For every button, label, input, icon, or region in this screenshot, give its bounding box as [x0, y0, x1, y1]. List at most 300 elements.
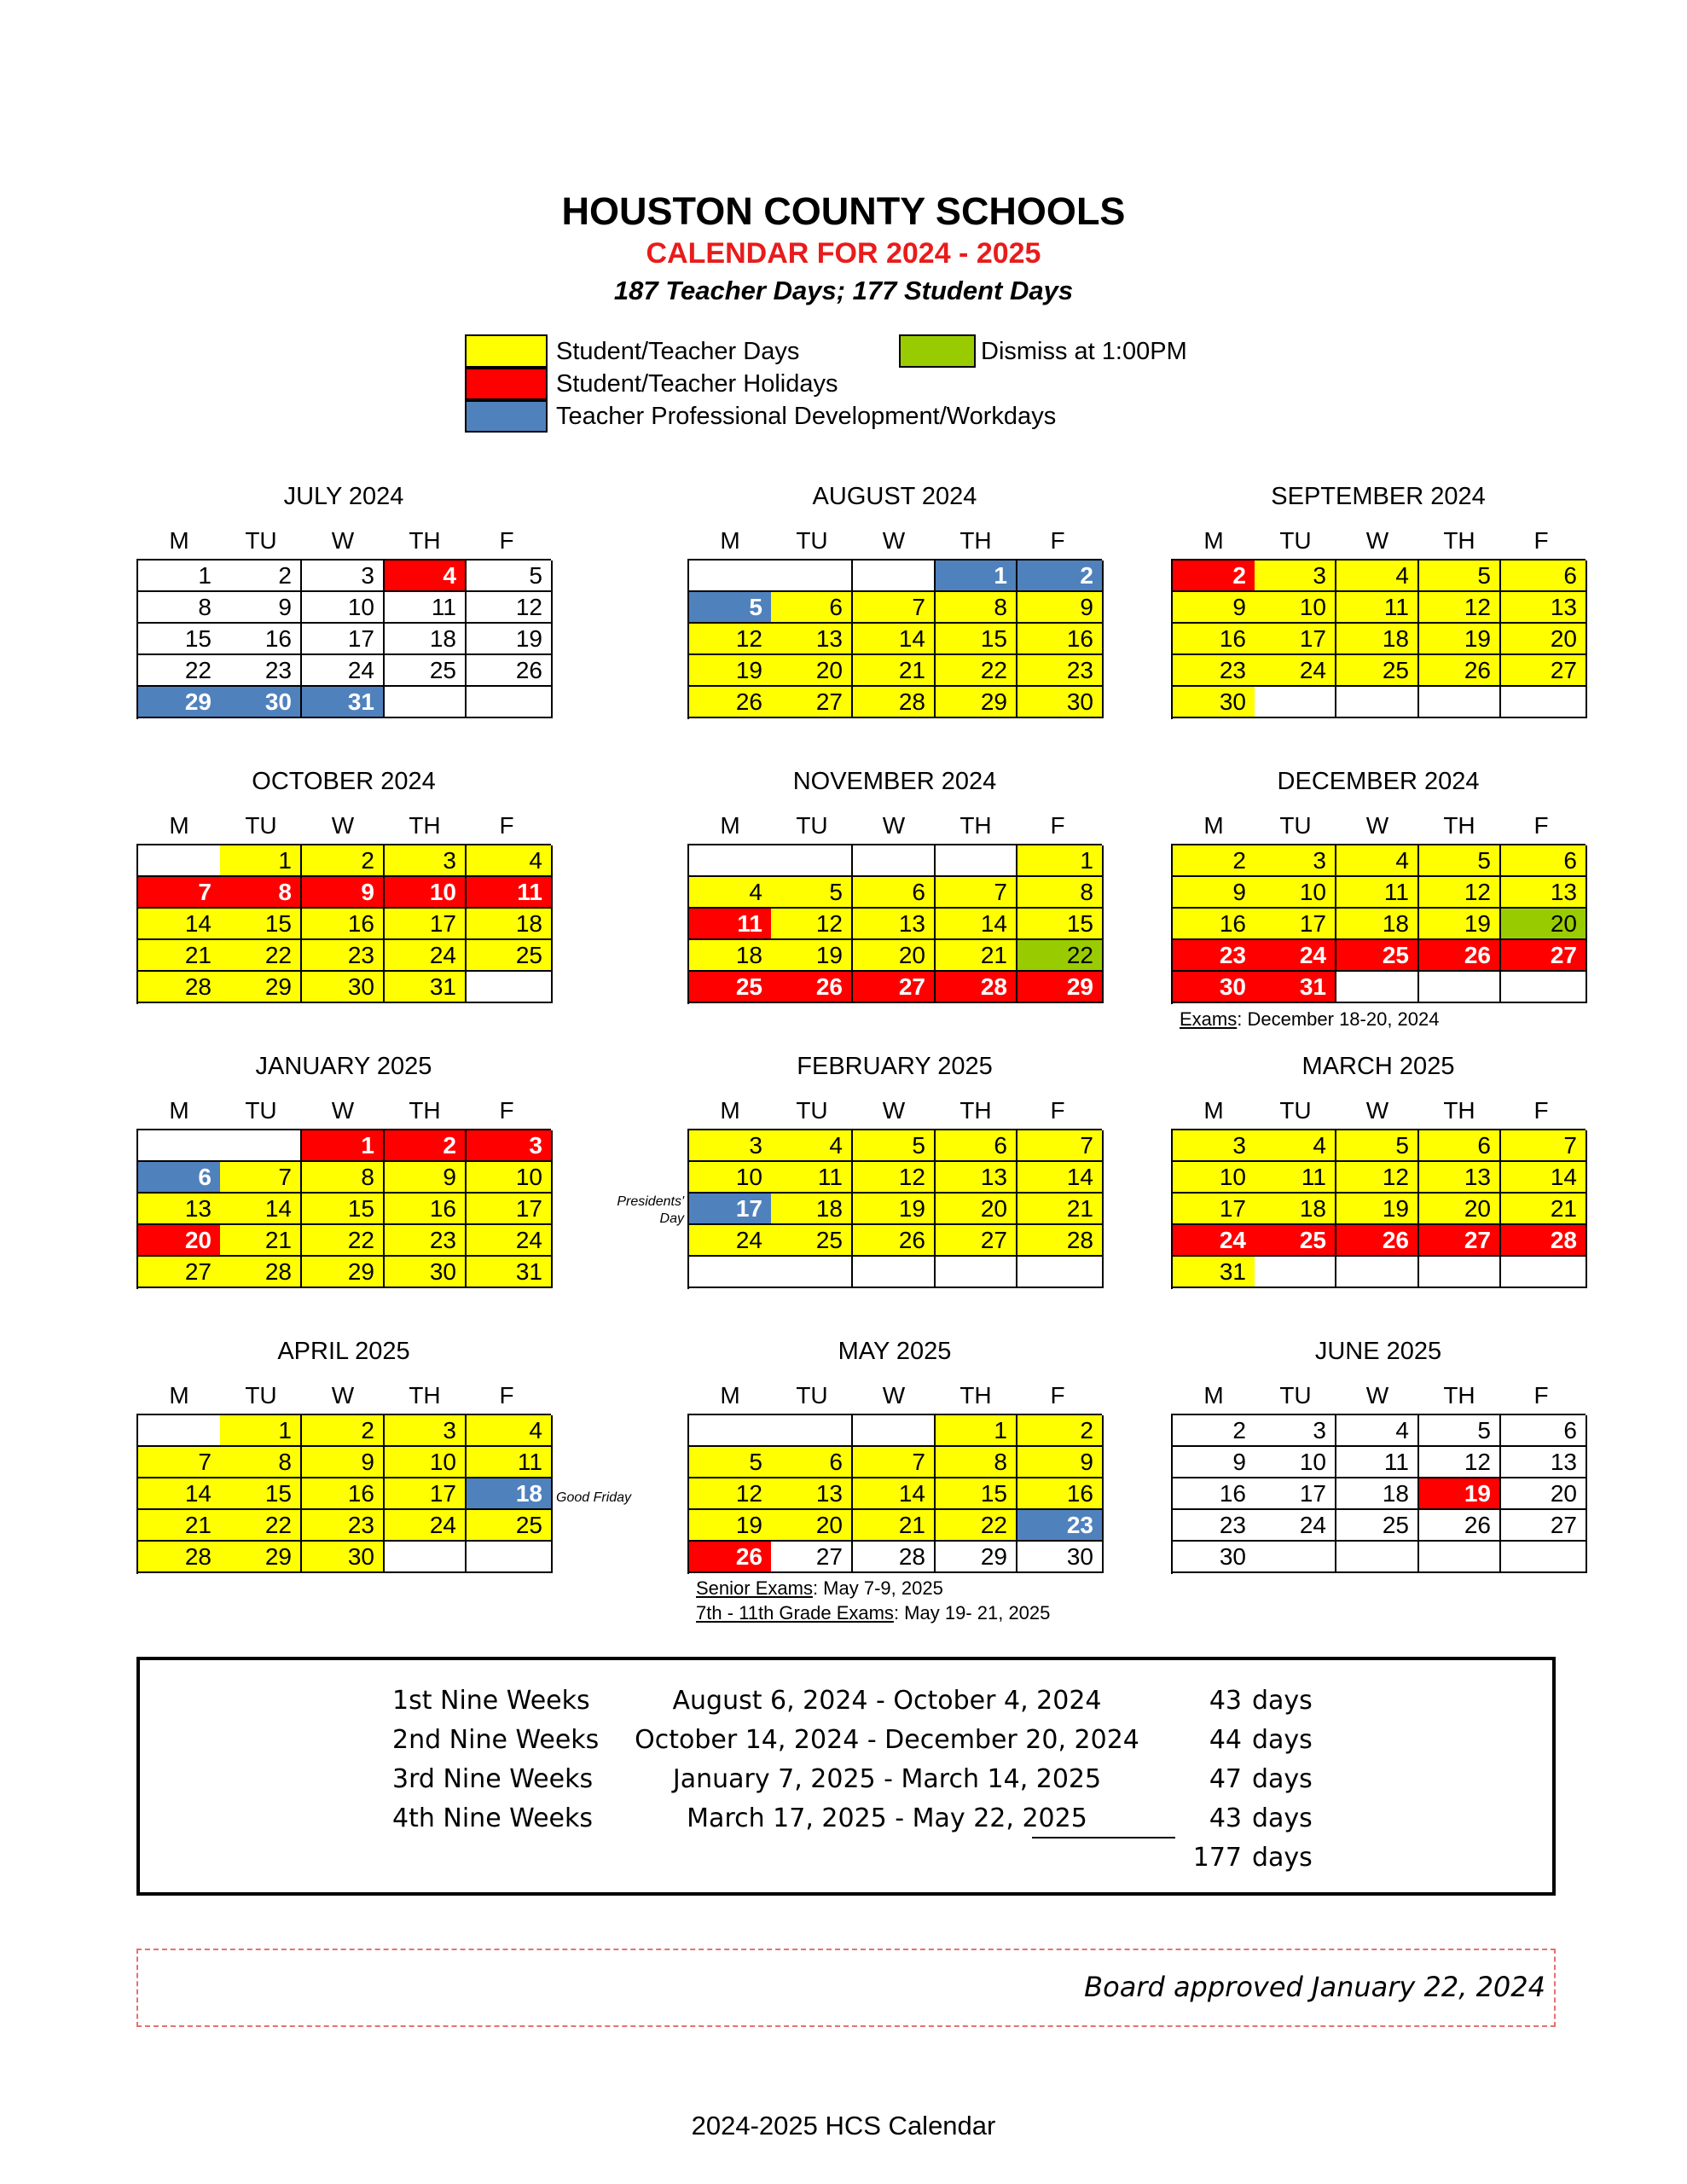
- day-cell: 15: [138, 624, 222, 655]
- day-cell: 18: [1255, 1194, 1336, 1225]
- day-cell: 11: [1255, 1162, 1336, 1194]
- senior-exams-label: Senior Exams: [696, 1577, 813, 1599]
- empty-cell: [1419, 972, 1501, 1003]
- day-cell: 25: [1336, 1510, 1419, 1542]
- weekday-label: TH: [1443, 1382, 1475, 1409]
- day-cell: 29: [220, 1542, 302, 1573]
- day-cell: 6: [1501, 845, 1587, 877]
- day-cell: 21: [853, 655, 936, 687]
- month-title: FEBRUARY 2025: [797, 1053, 993, 1080]
- weekday-label: TH: [409, 1097, 441, 1124]
- day-cell: 16: [220, 624, 302, 655]
- day-cell: 19: [771, 940, 853, 972]
- day-cell: 19: [689, 1510, 773, 1542]
- day-cell: 30: [1017, 687, 1104, 718]
- day-cell: 16: [302, 1478, 385, 1510]
- day-cell: 17: [385, 1478, 467, 1510]
- day-cell: 13: [1501, 877, 1587, 909]
- day-cell: 13: [1501, 1447, 1587, 1478]
- day-cell: 26: [771, 972, 853, 1003]
- day-cell: 13: [936, 1162, 1017, 1194]
- day-cell: 12: [689, 624, 773, 655]
- weekday-label: TH: [1443, 1097, 1475, 1124]
- december-exams-label: Exams: [1180, 1008, 1238, 1030]
- day-cell: 28: [138, 1542, 222, 1573]
- day-cell: 28: [853, 1542, 936, 1573]
- day-cell: 19: [1419, 624, 1501, 655]
- day-cell: 8: [1017, 877, 1104, 909]
- day-cell: 21: [220, 1225, 302, 1257]
- day-cell: 1: [220, 1415, 302, 1447]
- day-cell: 10: [1255, 877, 1336, 909]
- day-cell: 27: [1501, 1510, 1587, 1542]
- empty-cell: [467, 687, 553, 718]
- day-cell: 14: [138, 909, 222, 940]
- empty-cell: [467, 972, 553, 1003]
- day-cell: 18: [689, 940, 773, 972]
- empty-cell: [385, 1542, 467, 1573]
- empty-cell: [853, 561, 936, 592]
- weekday-label: F: [1533, 1382, 1549, 1409]
- day-cell: 14: [853, 1478, 936, 1510]
- month-title: AUGUST 2024: [812, 483, 977, 510]
- month-title: NOVEMBER 2024: [792, 768, 997, 795]
- weekday-header: [687, 1097, 1102, 1126]
- day-cell: 9: [302, 1447, 385, 1478]
- day-cell: 4: [1336, 1415, 1419, 1447]
- day-cell: 26: [853, 1225, 936, 1257]
- weekday-label: TH: [409, 1382, 441, 1409]
- weekday-label: TU: [245, 812, 277, 839]
- month-grid: [136, 559, 551, 719]
- day-cell: 11: [1336, 1447, 1419, 1478]
- day-cell: 28: [1501, 1225, 1587, 1257]
- day-cell: 4: [385, 561, 467, 592]
- day-cell: 24: [385, 940, 467, 972]
- day-cell: 12: [1419, 592, 1501, 624]
- empty-cell: [1501, 972, 1587, 1003]
- day-cell: 3: [302, 561, 385, 592]
- day-cell: 5: [689, 1447, 773, 1478]
- weekday-label: TH: [409, 527, 441, 554]
- december-exams-dates: : December 18-20, 2024: [1237, 1008, 1440, 1030]
- day-cell: 27: [771, 1542, 853, 1573]
- weekday-label: F: [499, 1382, 514, 1409]
- day-cell: 12: [853, 1162, 936, 1194]
- day-cell: 30: [1173, 687, 1256, 718]
- day-cell: 23: [1017, 655, 1104, 687]
- day-cell: 4: [771, 1130, 853, 1162]
- legend-swatch-holidays: [465, 368, 548, 400]
- day-cell: 4: [689, 877, 773, 909]
- month-title: SEPTEMBER 2024: [1271, 483, 1486, 510]
- weekday-label: TU: [245, 527, 277, 554]
- month-grid: [1171, 559, 1586, 719]
- day-cell: 24: [302, 655, 385, 687]
- weekday-label: TH: [409, 812, 441, 839]
- weekday-label: M: [169, 1382, 189, 1409]
- weekday-label: TU: [796, 1097, 828, 1124]
- day-cell: 9: [220, 592, 302, 624]
- month-grid: [1171, 1414, 1586, 1574]
- day-cell: 16: [1017, 624, 1104, 655]
- days-summary: 187 Teacher Days; 177 Student Days: [613, 276, 1074, 305]
- day-cell: 27: [771, 687, 853, 718]
- day-cell: 9: [1173, 1447, 1256, 1478]
- weekday-label: TU: [796, 527, 828, 554]
- nine-weeks-unit: days: [1252, 1725, 1313, 1755]
- day-cell: 20: [1419, 1194, 1501, 1225]
- weekday-label: TU: [796, 812, 828, 839]
- day-cell: 1: [138, 561, 222, 592]
- day-cell: 19: [1419, 909, 1501, 940]
- day-cell: 29: [936, 687, 1017, 718]
- day-cell: 5: [853, 1130, 936, 1162]
- day-cell: 11: [771, 1162, 853, 1194]
- day-cell: 30: [1173, 1542, 1256, 1573]
- weekday-label: M: [720, 1097, 740, 1124]
- day-cell: 10: [385, 1447, 467, 1478]
- day-cell: 12: [771, 909, 853, 940]
- month-title: APRIL 2025: [277, 1338, 410, 1365]
- day-cell: 17: [1255, 909, 1336, 940]
- day-cell: 2: [1017, 561, 1104, 592]
- day-cell: 24: [689, 1225, 773, 1257]
- day-cell: 25: [771, 1225, 853, 1257]
- day-cell: 9: [1017, 592, 1104, 624]
- weekday-label: W: [1365, 812, 1389, 839]
- day-cell: 23: [1173, 1510, 1256, 1542]
- empty-cell: [853, 1415, 936, 1447]
- day-cell: 15: [936, 624, 1017, 655]
- empty-cell: [771, 845, 853, 877]
- day-cell: 12: [1419, 1447, 1501, 1478]
- day-cell: 25: [467, 940, 553, 972]
- empty-cell: [138, 845, 222, 877]
- day-cell: 3: [1255, 1415, 1336, 1447]
- day-cell: 10: [1255, 1447, 1336, 1478]
- empty-cell: [853, 845, 936, 877]
- day-cell: 31: [1173, 1257, 1256, 1288]
- day-cell: 16: [1173, 624, 1256, 655]
- day-cell: 29: [220, 972, 302, 1003]
- day-cell: 2: [1173, 845, 1256, 877]
- day-cell: 19: [853, 1194, 936, 1225]
- grade-exams-label: 7th - 11th Grade Exams: [696, 1602, 894, 1623]
- day-cell: 15: [302, 1194, 385, 1225]
- day-cell: 28: [138, 972, 222, 1003]
- total-rule: [1032, 1837, 1175, 1838]
- day-cell: 26: [1419, 940, 1501, 972]
- day-cell: 30: [220, 687, 302, 718]
- month-title: OCTOBER 2024: [252, 768, 436, 795]
- weekday-header: [1171, 527, 1586, 556]
- day-cell: 8: [220, 1447, 302, 1478]
- day-cell: 24: [1255, 655, 1336, 687]
- day-cell: 25: [1336, 940, 1419, 972]
- weekday-label: W: [331, 1382, 355, 1409]
- day-cell: 6: [853, 877, 936, 909]
- day-cell: 22: [302, 1225, 385, 1257]
- day-cell: 2: [1173, 1415, 1256, 1447]
- month-title: JUNE 2025: [1314, 1338, 1442, 1365]
- legend-label-holidays: Student/Teacher Holidays: [556, 370, 838, 398]
- day-cell: 14: [1017, 1162, 1104, 1194]
- day-cell: 3: [385, 1415, 467, 1447]
- month-grid: [687, 1414, 1102, 1574]
- weekday-header: [136, 527, 551, 556]
- nine-weeks-range: August 6, 2024 - October 4, 2024: [672, 1686, 1102, 1716]
- day-cell: 26: [467, 655, 553, 687]
- day-cell: 27: [1501, 940, 1587, 972]
- day-cell: 2: [302, 1415, 385, 1447]
- day-cell: 22: [1017, 940, 1104, 972]
- weekday-label: M: [720, 812, 740, 839]
- month-grid: [687, 844, 1102, 1004]
- empty-cell: [1501, 687, 1587, 718]
- empty-cell: [936, 1257, 1017, 1288]
- day-cell: 10: [302, 592, 385, 624]
- weekday-label: W: [1365, 1382, 1389, 1409]
- day-cell: 3: [1255, 845, 1336, 877]
- day-cell: 4: [1255, 1130, 1336, 1162]
- weekday-label: TU: [1279, 527, 1312, 554]
- empty-cell: [771, 1415, 853, 1447]
- day-cell: 1: [1017, 845, 1104, 877]
- day-cell: 30: [1017, 1542, 1104, 1573]
- day-cell: 2: [220, 561, 302, 592]
- total-days: 177: [1192, 1843, 1242, 1873]
- day-cell: 7: [138, 1447, 222, 1478]
- weekday-label: M: [169, 812, 189, 839]
- day-cell: 23: [1173, 655, 1256, 687]
- day-cell: 26: [689, 1542, 773, 1573]
- day-cell: 25: [1336, 655, 1419, 687]
- weekday-label: M: [720, 1382, 740, 1409]
- weekday-label: TH: [959, 812, 992, 839]
- day-cell: 19: [1336, 1194, 1419, 1225]
- day-cell: 2: [1173, 561, 1256, 592]
- weekday-label: M: [1203, 527, 1224, 554]
- day-cell: 14: [936, 909, 1017, 940]
- day-cell: 23: [1017, 1510, 1104, 1542]
- day-cell: 21: [1501, 1194, 1587, 1225]
- day-cell: 18: [1336, 909, 1419, 940]
- weekday-label: TU: [1279, 1097, 1312, 1124]
- weekday-label: F: [1050, 1097, 1065, 1124]
- weekday-label: TH: [1443, 527, 1475, 554]
- day-cell: 23: [1173, 940, 1256, 972]
- day-cell: 8: [138, 592, 222, 624]
- day-cell: 11: [689, 909, 773, 940]
- empty-cell: [1017, 1257, 1104, 1288]
- day-cell: 30: [385, 1257, 467, 1288]
- day-cell: 7: [138, 877, 222, 909]
- nine-weeks-days: 43: [1209, 1686, 1242, 1716]
- footer-text: 2024-2025 HCS Calendar: [691, 2111, 996, 2140]
- day-cell: 26: [1336, 1225, 1419, 1257]
- day-cell: 7: [853, 592, 936, 624]
- day-cell: 16: [1173, 1478, 1256, 1510]
- day-cell: 12: [1419, 877, 1501, 909]
- day-cell: 13: [138, 1194, 222, 1225]
- empty-cell: [1336, 1542, 1419, 1573]
- day-cell: 20: [138, 1225, 222, 1257]
- day-cell: 17: [1255, 1478, 1336, 1510]
- day-cell: 20: [1501, 624, 1587, 655]
- december-exams-note: [1180, 1008, 1440, 1031]
- day-cell: 13: [771, 1478, 853, 1510]
- weekday-label: F: [1050, 812, 1065, 839]
- day-cell: 27: [138, 1257, 222, 1288]
- day-cell: 12: [467, 592, 553, 624]
- day-cell: 23: [302, 940, 385, 972]
- day-cell: 5: [771, 877, 853, 909]
- weekday-label: TU: [1279, 1382, 1312, 1409]
- day-cell: 25: [1255, 1225, 1336, 1257]
- day-cell: 15: [1017, 909, 1104, 940]
- day-cell: 11: [467, 877, 553, 909]
- day-cell: 17: [302, 624, 385, 655]
- nine-weeks-unit: days: [1252, 1804, 1313, 1833]
- weekday-header: [1171, 1097, 1586, 1126]
- month-grid: [136, 1414, 551, 1574]
- day-cell: 31: [467, 1257, 553, 1288]
- day-cell: 7: [220, 1162, 302, 1194]
- day-cell: 25: [689, 972, 773, 1003]
- day-cell: 21: [138, 1510, 222, 1542]
- empty-cell: [771, 1257, 853, 1288]
- day-cell: 5: [689, 592, 773, 624]
- day-cell: 15: [936, 1478, 1017, 1510]
- day-cell: 10: [467, 1162, 553, 1194]
- day-cell: 4: [1336, 845, 1419, 877]
- day-cell: 27: [936, 1225, 1017, 1257]
- day-cell: 8: [936, 592, 1017, 624]
- weekday-label: M: [1203, 1382, 1224, 1409]
- page-title: HOUSTON COUNTY SCHOOLS: [561, 189, 1126, 233]
- day-cell: 6: [138, 1162, 222, 1194]
- empty-cell: [1336, 1257, 1419, 1288]
- weekday-label: W: [331, 1097, 355, 1124]
- day-cell: 28: [1017, 1225, 1104, 1257]
- day-cell: 20: [1501, 909, 1587, 940]
- day-cell: 20: [771, 1510, 853, 1542]
- weekday-label: W: [882, 1097, 906, 1124]
- day-cell: 2: [302, 845, 385, 877]
- day-cell: 18: [771, 1194, 853, 1225]
- day-cell: 15: [220, 909, 302, 940]
- day-cell: 11: [385, 592, 467, 624]
- weekday-label: F: [499, 527, 514, 554]
- empty-cell: [1419, 687, 1501, 718]
- day-cell: 26: [689, 687, 773, 718]
- empty-cell: [1255, 1257, 1336, 1288]
- weekday-header: [687, 812, 1102, 841]
- day-cell: 24: [385, 1510, 467, 1542]
- day-cell: 14: [853, 624, 936, 655]
- day-cell: 1: [302, 1130, 385, 1162]
- nine-weeks-name: 2nd Nine Weeks: [392, 1725, 600, 1755]
- day-cell: 8: [220, 877, 302, 909]
- day-cell: 6: [771, 592, 853, 624]
- day-cell: 19: [689, 655, 773, 687]
- day-cell: 1: [936, 1415, 1017, 1447]
- day-cell: 16: [302, 909, 385, 940]
- weekday-header: [136, 812, 551, 841]
- day-cell: 18: [1336, 1478, 1419, 1510]
- day-cell: 1: [220, 845, 302, 877]
- day-cell: 14: [138, 1478, 222, 1510]
- day-cell: 29: [138, 687, 222, 718]
- month-grid: [687, 559, 1102, 719]
- day-cell: 31: [385, 972, 467, 1003]
- weekday-label: W: [882, 1382, 906, 1409]
- day-cell: 18: [385, 624, 467, 655]
- weekday-header: [1171, 1382, 1586, 1411]
- day-cell: 20: [936, 1194, 1017, 1225]
- day-cell: 13: [771, 624, 853, 655]
- day-cell: 17: [467, 1194, 553, 1225]
- month-grid: [136, 844, 551, 1004]
- legend-swatch-early-dismissal: [899, 334, 976, 368]
- day-cell: 31: [1255, 972, 1336, 1003]
- board-approval-text: Board approved January 22, 2024: [1084, 1971, 1545, 2003]
- weekday-label: W: [882, 812, 906, 839]
- weekday-label: TH: [1443, 812, 1475, 839]
- day-cell: 5: [1336, 1130, 1419, 1162]
- month-grid: [1171, 1129, 1586, 1289]
- day-cell: 21: [853, 1510, 936, 1542]
- empty-cell: [853, 1257, 936, 1288]
- day-cell: 4: [467, 845, 553, 877]
- day-cell: 17: [1173, 1194, 1256, 1225]
- day-cell: 20: [853, 940, 936, 972]
- day-cell: 4: [1336, 561, 1419, 592]
- day-cell: 8: [936, 1447, 1017, 1478]
- month-title: DECEMBER 2024: [1277, 768, 1480, 795]
- day-cell: 27: [1501, 655, 1587, 687]
- day-cell: 7: [936, 877, 1017, 909]
- day-cell: 23: [302, 1510, 385, 1542]
- day-cell: 9: [1173, 592, 1256, 624]
- weekday-label: W: [331, 812, 355, 839]
- day-cell: 9: [1173, 877, 1256, 909]
- legend-swatch-student-teacher-days: [465, 334, 548, 368]
- day-cell: 8: [302, 1162, 385, 1194]
- weekday-label: F: [1050, 1382, 1065, 1409]
- nine-weeks-name: 3rd Nine Weeks: [392, 1764, 594, 1794]
- empty-cell: [138, 1130, 222, 1162]
- day-cell: 30: [302, 972, 385, 1003]
- presidents-day-note: [588, 1194, 684, 1228]
- nine-weeks-days: 43: [1209, 1804, 1242, 1833]
- day-cell: 20: [771, 655, 853, 687]
- day-cell: 11: [1336, 877, 1419, 909]
- day-cell: 21: [936, 940, 1017, 972]
- day-cell: 29: [302, 1257, 385, 1288]
- weekday-label: M: [1203, 812, 1224, 839]
- legend-label-early-dismissal: Dismiss at 1:00PM: [981, 338, 1187, 365]
- weekday-label: F: [1533, 1097, 1549, 1124]
- day-cell: 15: [220, 1478, 302, 1510]
- month-grid: [1171, 844, 1586, 1004]
- day-cell: 18: [467, 1478, 553, 1510]
- day-cell: 12: [689, 1478, 773, 1510]
- day-cell: 3: [385, 845, 467, 877]
- empty-cell: [1501, 1257, 1587, 1288]
- day-cell: 11: [467, 1447, 553, 1478]
